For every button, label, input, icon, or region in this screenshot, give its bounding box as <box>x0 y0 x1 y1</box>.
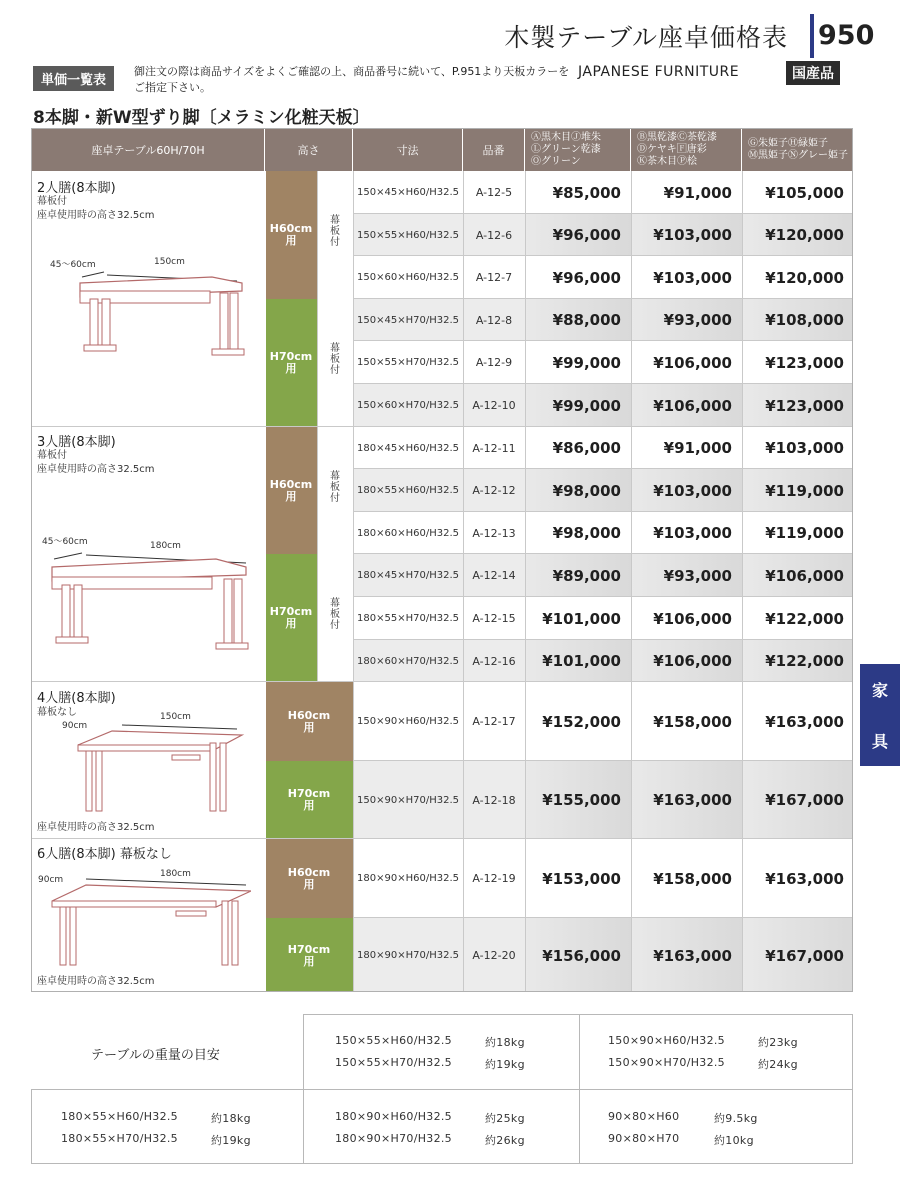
price-cell-color-a: ¥99,000 <box>552 353 621 372</box>
height-band-suffix: 用 <box>303 877 315 891</box>
item-code-cell: A-12-5 <box>475 186 513 199</box>
item-code-cell: A-12-6 <box>463 214 525 256</box>
weight-value: 約19kg <box>211 1134 251 1147</box>
price-cell-color-a: ¥96,000 <box>525 214 631 256</box>
height-band-label: H60cm <box>287 708 331 722</box>
height-band <box>265 761 353 839</box>
dimension-cell: 150×55×H70/H32.5 <box>357 357 459 368</box>
height-band <box>265 918 353 992</box>
dimension-cell: 150×90×H60/H32.5 <box>357 716 459 727</box>
group-footer: 座卓使用時の高さ32.5cm <box>37 976 155 987</box>
price-table <box>31 128 853 992</box>
price-cell-color-c: ¥122,000 <box>765 609 844 628</box>
dimension-cell: 180×55×H60/H32.5 <box>353 469 463 512</box>
dimension-cell: 180×45×H70/H32.5 <box>353 554 463 597</box>
group-note: 幕板なし <box>37 707 77 718</box>
height-band-label: H60cm <box>287 865 331 879</box>
height-band-suffix: 用 <box>285 617 297 630</box>
weight-table-title: テーブルの重量の目安 <box>91 1048 220 1063</box>
price-cell-color-b: ¥91,000 <box>663 439 732 457</box>
dim-label: 180cm <box>160 869 191 879</box>
group-footer: 座卓使用時の高さ32.5cm <box>37 822 155 833</box>
weight-value: 約18kg <box>485 1036 525 1049</box>
group-note: 幕板付 <box>37 196 67 207</box>
price-cell-color-a: ¥156,000 <box>525 918 631 992</box>
height-band-label: H70cm <box>287 787 331 800</box>
weight-size: 180×90×H60/H32.5 <box>335 1110 452 1123</box>
height-band-note: 幕板付 <box>330 215 340 248</box>
order-note: 御注文の際は商品サイズをよくご確認の上、商品番号に続いて、P.951より天板カラーをご指定下さい。 <box>134 65 570 94</box>
price-cell-color-c: ¥119,000 <box>742 469 853 512</box>
weight-table <box>31 1014 853 1164</box>
price-cell-color-c: ¥123,000 <box>765 353 844 372</box>
price-cell-color-c: ¥163,000 <box>765 869 844 888</box>
page-number: 950 <box>810 14 900 58</box>
weight-value: 約25kg <box>485 1112 525 1125</box>
item-code-cell: A-12-13 <box>472 526 516 540</box>
price-cell-color-c: ¥119,000 <box>765 524 844 542</box>
weight-size: 150×90×H70/H32.5 <box>608 1056 725 1069</box>
weight-size: 180×55×H70/H32.5 <box>61 1132 178 1145</box>
height-band <box>265 171 317 299</box>
weight-size: 180×90×H70/H32.5 <box>335 1132 452 1145</box>
header-color-b <box>631 129 742 171</box>
price-cell-color-b: ¥93,000 <box>631 554 742 597</box>
weight-size: 90×80×H60 <box>608 1110 680 1123</box>
color-c-line: Ⓜ黒姫子Ⓝグレー姫子 <box>748 150 848 161</box>
price-cell-color-c: ¥167,000 <box>742 918 853 992</box>
price-cell-color-a: ¥98,000 <box>552 524 621 542</box>
item-code-cell: A-12-8 <box>463 299 525 341</box>
dimension-cell: 150×60×H70/H32.5 <box>353 384 463 427</box>
weight-value: 約10kg <box>714 1134 754 1147</box>
table-illustration-4-seat <box>72 723 247 818</box>
group-title: 6人膳(8本脚) 幕板なし <box>37 847 172 862</box>
dim-label: 150cm <box>160 712 191 722</box>
price-cell-color-c: ¥120,000 <box>742 214 853 256</box>
height-band <box>265 682 353 761</box>
height-band-suffix: 用 <box>285 234 297 247</box>
price-cell-color-b: ¥106,000 <box>631 640 742 682</box>
item-code-cell: A-12-7 <box>475 271 513 284</box>
dim-label: 45〜60cm <box>50 260 96 270</box>
dimension-cell: 180×60×H60/H32.5 <box>357 527 459 539</box>
item-code-cell: A-12-9 <box>475 356 513 369</box>
dim-label: 90cm <box>38 875 64 885</box>
price-cell-color-c: ¥120,000 <box>765 268 844 287</box>
item-code-cell: A-12-20 <box>463 918 525 992</box>
item-code-cell: A-12-11 <box>472 441 516 455</box>
price-cell-color-b: ¥158,000 <box>653 869 732 888</box>
price-cell-color-b: ¥103,000 <box>631 469 742 512</box>
furniture-category-tab <box>860 664 900 766</box>
dim-label: 45〜60cm <box>42 537 88 547</box>
height-band-note: 幕板付 <box>330 470 340 504</box>
price-cell-color-b: ¥163,000 <box>631 761 742 839</box>
side-tab-char: 具 <box>871 732 888 751</box>
weight-value: 約26kg <box>485 1134 525 1147</box>
price-cell-color-c: ¥103,000 <box>765 439 844 457</box>
price-cell-color-b: ¥91,000 <box>663 183 732 202</box>
group-note: 座卓使用時の高さ32.5cm <box>37 210 155 221</box>
price-cell-color-a: ¥99,000 <box>525 384 631 427</box>
height-band-suffix: 用 <box>303 799 315 812</box>
color-a-line: Ⓐ黒木目Ⓙ堆朱 <box>531 132 601 143</box>
height-band-label: H60cm <box>269 477 313 491</box>
height-band-label: H60cm <box>269 222 313 235</box>
weight-size: 150×90×H60/H32.5 <box>608 1034 725 1047</box>
height-band-suffix: 用 <box>285 362 297 375</box>
height-band-label: H70cm <box>269 350 313 363</box>
dim-label: 150cm <box>154 257 185 267</box>
price-list-badge: 単価一覧表 <box>33 66 114 91</box>
price-cell-color-b: ¥103,000 <box>653 524 732 542</box>
dimension-cell: 150×45×H60/H32.5 <box>357 187 459 198</box>
price-cell-color-a: ¥153,000 <box>542 869 621 888</box>
price-cell-color-c: ¥106,000 <box>742 554 853 597</box>
header-color-c <box>742 129 853 171</box>
price-cell-color-a: ¥96,000 <box>552 268 621 287</box>
height-band-note: 幕板付 <box>330 598 340 631</box>
weight-size: 90×80×H70 <box>608 1132 680 1145</box>
weight-value: 約19kg <box>485 1058 525 1071</box>
price-cell-color-a: ¥88,000 <box>525 299 631 341</box>
price-cell-color-b: ¥106,000 <box>653 353 732 372</box>
item-code-cell: A-12-15 <box>472 612 516 625</box>
price-cell-color-a: ¥85,000 <box>552 183 621 202</box>
price-cell-color-b: ¥163,000 <box>631 918 742 992</box>
color-a-line: Ⓞグリーン <box>531 156 581 167</box>
side-tab-char: 家 <box>871 681 888 700</box>
item-code-cell: A-12-12 <box>463 469 525 512</box>
height-band-suffix: 用 <box>303 720 315 734</box>
price-cell-color-c: ¥163,000 <box>765 712 844 731</box>
weight-size: 150×55×H60/H32.5 <box>335 1034 452 1047</box>
weight-value: 約24kg <box>758 1058 798 1071</box>
price-cell-color-a: ¥89,000 <box>525 554 631 597</box>
dimension-cell: 180×55×H70/H32.5 <box>357 613 459 624</box>
price-cell-color-a: ¥155,000 <box>525 761 631 839</box>
price-cell-color-b: ¥106,000 <box>653 609 732 628</box>
item-code-cell: A-12-18 <box>463 761 525 839</box>
header-item-no: 品番 <box>463 129 525 171</box>
price-cell-color-a: ¥86,000 <box>552 439 621 457</box>
group-title: 3人膳(8本脚) <box>37 435 116 450</box>
price-cell-color-a: ¥152,000 <box>542 712 621 731</box>
item-code-cell: A-12-14 <box>463 554 525 597</box>
color-c-line: Ⓖ朱姫子Ⓗ緑姫子 <box>748 138 828 149</box>
dimension-cell: 180×90×H70/H32.5 <box>353 918 463 992</box>
group-title: 2人膳(8本脚) <box>37 181 116 196</box>
dimension-cell: 180×45×H60/H32.5 <box>357 442 459 454</box>
dim-label: 180cm <box>150 541 181 551</box>
item-code-cell: A-12-19 <box>472 872 516 885</box>
weight-size: 150×55×H70/H32.5 <box>335 1056 452 1069</box>
dimension-cell: 150×90×H70/H32.5 <box>353 761 463 839</box>
dimension-cell: 150×55×H60/H32.5 <box>353 214 463 256</box>
table-illustration-6-seat <box>46 877 251 972</box>
weight-value: 約9.5kg <box>714 1112 758 1125</box>
weight-value: 約23kg <box>758 1036 798 1049</box>
group-note: 幕板付 <box>37 450 67 461</box>
table-illustration-2-seat <box>72 269 247 364</box>
price-cell-color-b: ¥158,000 <box>653 712 732 731</box>
brand-label: JAPANESE FURNITURE <box>578 64 740 80</box>
color-b-line: Ⓑ黒乾漆Ⓒ茶乾漆 <box>637 132 717 143</box>
item-code-cell: A-12-17 <box>472 715 516 728</box>
height-band <box>265 554 317 682</box>
header-product: 座卓テーブル60H/70H <box>32 129 265 171</box>
group-title: 4人膳(8本脚) <box>37 691 116 706</box>
header-dimensions: 寸法 <box>353 129 463 171</box>
dimension-cell: 150×60×H60/H32.5 <box>357 272 459 283</box>
height-band <box>265 427 317 554</box>
group-note: 座卓使用時の高さ32.5cm <box>37 464 155 475</box>
height-band-label: H70cm <box>269 605 313 618</box>
height-band <box>265 299 317 427</box>
color-b-line: Ⓚ茶木目Ⓟ桧 <box>637 156 697 167</box>
domestic-badge: 国産品 <box>786 61 840 85</box>
height-band-suffix: 用 <box>303 954 315 968</box>
price-cell-color-c: ¥167,000 <box>742 761 853 839</box>
item-code-cell: A-12-16 <box>463 640 525 682</box>
height-band <box>265 839 353 918</box>
dimension-cell: 180×60×H70/H32.5 <box>353 640 463 682</box>
height-band-note: 幕板付 <box>330 343 340 376</box>
section-title: 8本脚・新W型ずり脚〔メラミン化粧天板〕 <box>33 108 370 128</box>
price-cell-color-c: ¥122,000 <box>742 640 853 682</box>
page-title: 木製テーブル座卓価格表 <box>504 23 788 52</box>
weight-size: 180×55×H60/H32.5 <box>61 1110 178 1123</box>
price-cell-color-c: ¥123,000 <box>742 384 853 427</box>
price-cell-color-b: ¥103,000 <box>653 268 732 287</box>
price-cell-color-a: ¥101,000 <box>525 640 631 682</box>
header-color-a <box>525 129 631 171</box>
price-cell-color-c: ¥108,000 <box>742 299 853 341</box>
price-cell-color-a: ¥101,000 <box>542 609 621 628</box>
price-cell-color-b: ¥103,000 <box>631 214 742 256</box>
dimension-cell: 150×45×H70/H32.5 <box>353 299 463 341</box>
dim-label: 90cm <box>62 721 88 731</box>
price-cell-color-b: ¥93,000 <box>631 299 742 341</box>
color-b-line: Ⓓケヤキ🄵唐彩 <box>637 144 707 155</box>
header-height: 高さ <box>265 129 353 171</box>
table-illustration-3-seat <box>46 549 251 659</box>
weight-value: 約18kg <box>211 1112 251 1125</box>
price-cell-color-b: ¥106,000 <box>631 384 742 427</box>
height-band-label: H70cm <box>287 942 331 956</box>
height-band-suffix: 用 <box>285 489 297 503</box>
price-cell-color-c: ¥105,000 <box>765 183 844 202</box>
color-a-line: Ⓛグリーン乾漆 <box>531 144 601 155</box>
item-code-cell: A-12-10 <box>463 384 525 427</box>
price-cell-color-a: ¥98,000 <box>525 469 631 512</box>
dimension-cell: 180×90×H60/H32.5 <box>357 873 459 884</box>
